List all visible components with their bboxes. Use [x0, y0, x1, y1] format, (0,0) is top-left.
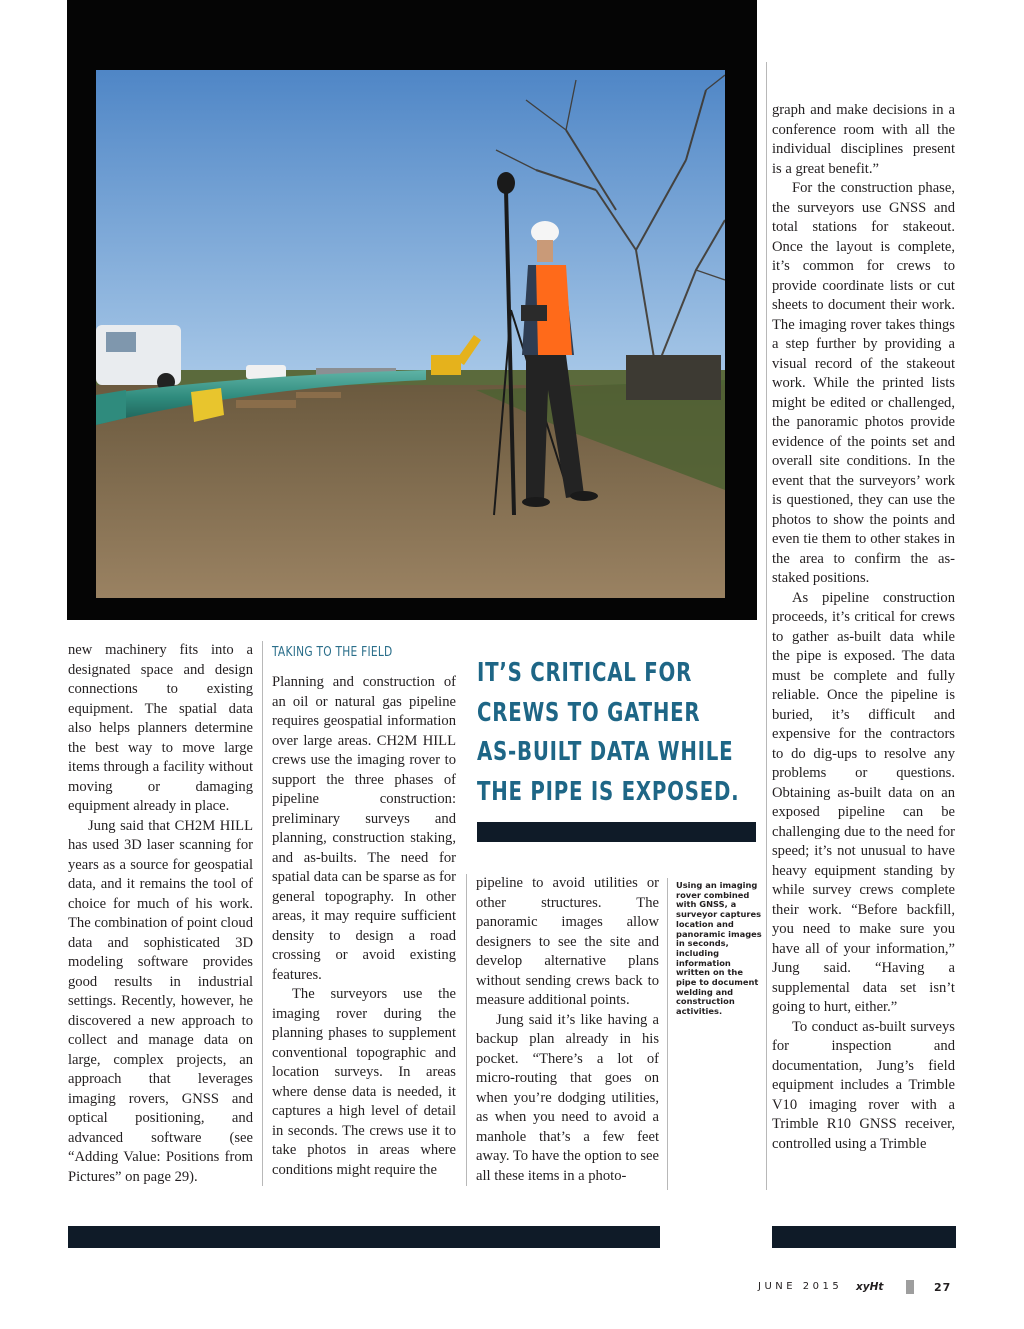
paragraph: new machinery fits into a designated space and design connections to existing equipment. The spatial data also helps planners determine the best way to move large items through a facility without moving or damaging equipment already in place.: [68, 642, 253, 814]
photo-frame: [67, 0, 757, 620]
column-rule: [262, 641, 263, 1186]
pull-quote-line: THE PIPE IS EXPOSED.: [477, 776, 740, 807]
column-rule: [667, 878, 668, 1190]
paragraph: Jung said it’s like having a backup plan already in his pocket. “There’s a lot of micro-routing that goes on when you’re dodging utilities, as when you need to avoid a manhole that’s a few feet away. To have the option to see all these items in a photo-: [476, 1011, 659, 1184]
footer-bar: [68, 1226, 660, 1248]
pull-quote-line: AS-BUILT DATA WHILE: [477, 737, 734, 767]
footer-bar: [772, 1226, 956, 1248]
paragraph: graph and make decisions in a conference room with all the individual disciplines present is a great benefit.”: [772, 102, 955, 177]
pull-quote-bar: [477, 822, 756, 842]
paragraph: For the construction phase, the surveyors use GNSS and total stations for stakeout. Once the layout is complete, it’s common for crews to provide coordinate lists or cut sheets to document their work. The imaging rover takes things a step further by providing a visual record of the stakeout work. While the printed lists might be edited or challenged, the panoramic photos provide evidence of the points set and overall site conditions. In the event that the surveyors’ work is questioned, they can use the photos to show the points and even tie them to other stakes in the area to confirm the as-staked positions.: [772, 180, 955, 586]
paragraph: The surveyors use the imaging rover during the planning phases to supplement conventional topographic and location surveys. In areas where dense data is needed, it captures a high level of detail in seconds. The crews use it to take photos in areas where conditions might require the: [272, 986, 456, 1178]
paragraph: pipeline to avoid utilities or other structures. The panoramic images allow designers to see the site and develop alternative plans without sending crews back to measure additional points.: [476, 875, 659, 1008]
folio-magazine: xyHt: [856, 1281, 884, 1293]
body-column-2: [272, 673, 456, 1180]
paragraph: As pipeline construction proceeds, it’s critical for crews to gather as-built data while the pipe is exposed. The data must be complete and fully reliable. Once the pipeline is buried, it’s difficult and expensive for the contractors to do dig-ups to resolve any problems or questions. Obtaining as-built data on an exposed pipeline can be challenging due to the need for speed; it’s not unusual to have heavy equipment standing by while survey crews complete their work. “Before backfill, you need to make sure you have all of your information,” Jung said. “Having a supplemental data set isn’t going to hurt, either.”: [772, 589, 955, 1015]
photo-caption: Using an imaging rover combined with GNSS, a surveyor captures location and panoramic images in seconds, including information written on the pipe to document welding and construction activities.: [676, 880, 762, 1017]
paragraph: Planning and construction of an oil or natural gas pipeline requires geospatial information over large areas. CH2M HILL crews use the imaging rover to support the three phases of pipeline construction: preliminary surveys and planning, construction staking, and as-builts. The need for spatial data can be sparse as for general topography. In other areas, it may require sufficient density to design a road crossing or avoid existing features.: [272, 674, 456, 983]
pipeline-surveyor-photo: [96, 70, 725, 598]
body-column-1: [68, 641, 253, 1187]
folio-date: JUNE 2015: [758, 1281, 843, 1292]
page-number: 27: [934, 1281, 952, 1294]
body-column-3: [476, 874, 659, 1186]
column-rule: [766, 62, 767, 1190]
pull-quote-line: IT’S CRITICAL FOR: [477, 658, 693, 688]
paragraph: Jung said that CH2M HILL has used 3D laser scanning for years as a source for geospatial data, and it remains the tool of choice for much of his work. The combination of point cloud data and sophisticated 3D modeling software provides good results in industrial settings. Recently, however, he discovered a new approach to collect and manage data on large, complex projects, an approach that leverages imaging rovers, GNSS and optical positioning, and advanced software (see “Adding Value: Positions from Pictures” on page 29).: [68, 817, 253, 1185]
pull-quote-line: CREWS TO GATHER: [477, 697, 701, 728]
folio-separator: [906, 1280, 914, 1294]
paragraph: To conduct as-built surveys for inspection and documentation, Jung’s field equipment includes a Trimble V10 imaging rover with a Trimble R10 GNSS receiver, controlled using a Trimble: [772, 1018, 955, 1152]
column-rule: [466, 874, 467, 1186]
section-heading: TAKING TO THE FIELD: [272, 645, 393, 660]
pull-quote: [477, 654, 740, 812]
photo-illustration: [96, 70, 725, 598]
body-column-4: [772, 101, 955, 1154]
